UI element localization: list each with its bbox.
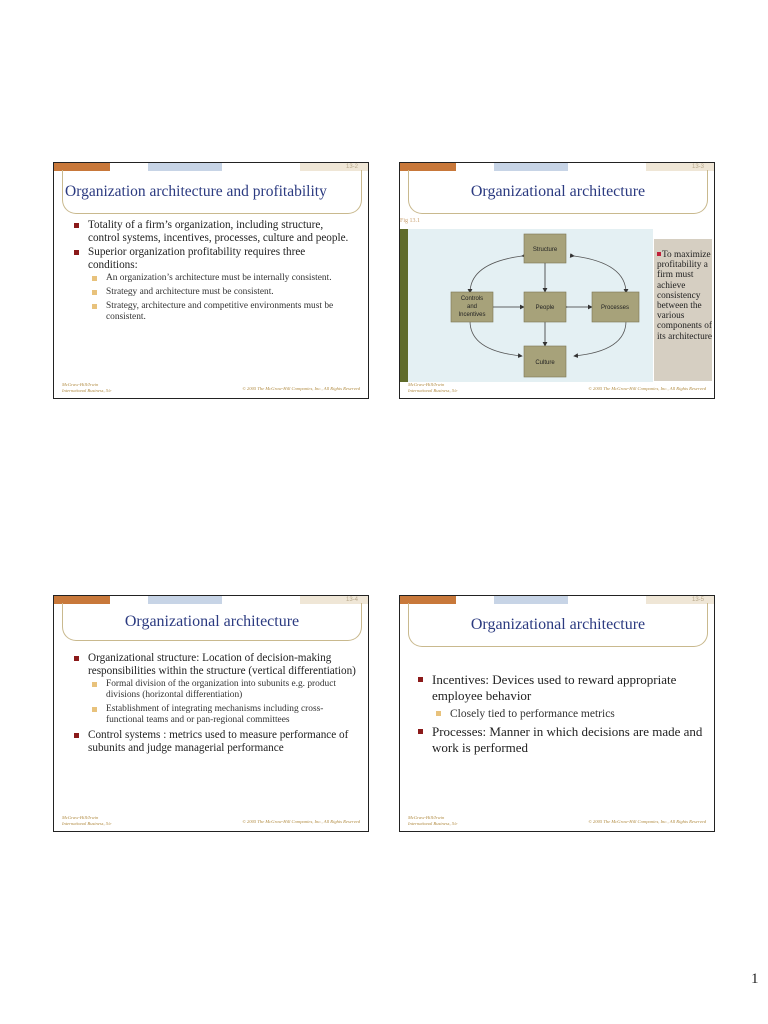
slide-title: Organizational architecture bbox=[124, 612, 300, 630]
footer-publisher-line: McGraw-Hill/Irwin bbox=[408, 382, 445, 387]
bullet-square-icon bbox=[657, 252, 661, 256]
page-number: 1 bbox=[751, 971, 759, 987]
footer-book-line: International Business, 5/e bbox=[62, 821, 112, 826]
bullet-item: Control systems : metrics used to measure performance of subunits and judge managerial performance bbox=[72, 729, 356, 754]
bullet-item: Processes: Manner in which decisions are made and work is performed bbox=[416, 724, 704, 756]
footer-book-line: International Business, 5/e bbox=[408, 388, 458, 393]
slide-number: 13-5 bbox=[691, 597, 704, 603]
slide-title-box bbox=[62, 170, 362, 214]
node-people-label: People bbox=[535, 305, 555, 311]
bullet-item: Superior organization profitability requires three conditions: bbox=[72, 246, 356, 271]
footer-publisher-line: McGraw-Hill/Irwin bbox=[62, 382, 99, 387]
node-controls-label: Incentives bbox=[458, 312, 486, 318]
node-structure-label: Structure bbox=[532, 247, 558, 253]
bullet-item: Totality of a firm’s organization, including structure, control systems, incentives, processes, culture and people. bbox=[72, 219, 356, 244]
slide-footer-publisher bbox=[408, 815, 457, 827]
sub-bullet-item: Strategy, architecture and competitive environments must be consistent. bbox=[72, 301, 356, 323]
slide-thumbnail bbox=[399, 162, 715, 399]
slide-thumbnail bbox=[399, 595, 715, 832]
side-note bbox=[654, 239, 712, 381]
sub-bullet-item: Establishment of integrating mechanisms including cross-functional teams and or pan-regional committees bbox=[72, 704, 356, 726]
slide-title: Organizational architecture bbox=[470, 615, 646, 633]
slide-number: 13-3 bbox=[691, 164, 704, 170]
sub-bullet-item: Strategy and architecture must be consistent. bbox=[72, 287, 356, 298]
sub-bullet-item: Formal division of the organization into subunits e.g. product divisions (horizontal differentiation) bbox=[72, 679, 356, 701]
sub-bullet-item: Closely tied to performance metrics bbox=[416, 707, 704, 721]
arc-structure-processes bbox=[574, 256, 626, 293]
node-culture-label: Culture bbox=[535, 360, 555, 366]
slide-title: Organization architecture and profitability bbox=[65, 182, 327, 200]
bullet-item: Incentives: Devices used to reward appropriate employee behavior bbox=[416, 672, 704, 704]
footer-publisher-line: McGraw-Hill/Irwin bbox=[408, 815, 445, 820]
slide-footer-copyright: © 2005 The McGraw-Hill Companies, Inc., All Rights Reserved bbox=[588, 386, 706, 391]
bullet-list bbox=[72, 219, 356, 326]
slide-footer-publisher bbox=[408, 382, 457, 394]
slide-title-box bbox=[408, 603, 708, 647]
footer-publisher-line: McGraw-Hill/Irwin bbox=[62, 815, 99, 820]
side-note-text: To maximize profitability a firm must achieve consistency between the various components of its architecture bbox=[657, 250, 712, 342]
slide-footer-copyright: © 2005 The McGraw-Hill Companies, Inc., All Rights Reserved bbox=[242, 819, 360, 824]
arc-processes-culture bbox=[574, 321, 626, 356]
arc-controls-culture bbox=[470, 321, 522, 356]
node-processes-label: Processes bbox=[600, 305, 630, 311]
slide-title-box bbox=[62, 603, 362, 641]
bullet-list bbox=[72, 652, 356, 756]
footer-book-line: International Business, 5/e bbox=[408, 821, 458, 826]
slide-footer-copyright: © 2005 The McGraw-Hill Companies, Inc., All Rights Reserved bbox=[242, 386, 360, 391]
slide-thumbnail bbox=[53, 162, 369, 399]
architecture-diagram-svg bbox=[408, 229, 653, 382]
slide-number: 13-2 bbox=[345, 164, 358, 170]
figure-label: Fig 13.1 bbox=[400, 218, 421, 224]
bullet-list bbox=[416, 672, 704, 759]
slide-footer-copyright: © 2005 The McGraw-Hill Companies, Inc., All Rights Reserved bbox=[588, 819, 706, 824]
slide-footer-publisher bbox=[62, 815, 111, 827]
slide-footer-publisher bbox=[62, 382, 111, 394]
sub-bullet-item: An organization’s architecture must be internally consistent. bbox=[72, 273, 356, 284]
slide-thumbnail bbox=[53, 595, 369, 832]
architecture-diagram bbox=[400, 229, 653, 382]
slide-title-box bbox=[408, 170, 708, 214]
slide-number: 13-4 bbox=[345, 597, 358, 603]
arc-structure-controls bbox=[470, 256, 522, 293]
footer-book-line: International Business, 5/e bbox=[62, 388, 112, 393]
node-controls-label: and bbox=[466, 304, 478, 310]
node-controls-label: Controls bbox=[460, 296, 484, 302]
slide-title: Organizational architecture bbox=[470, 182, 646, 200]
bullet-item: Organizational structure: Location of decision-making responsibilities within the structure (vertical differentiation) bbox=[72, 652, 356, 677]
